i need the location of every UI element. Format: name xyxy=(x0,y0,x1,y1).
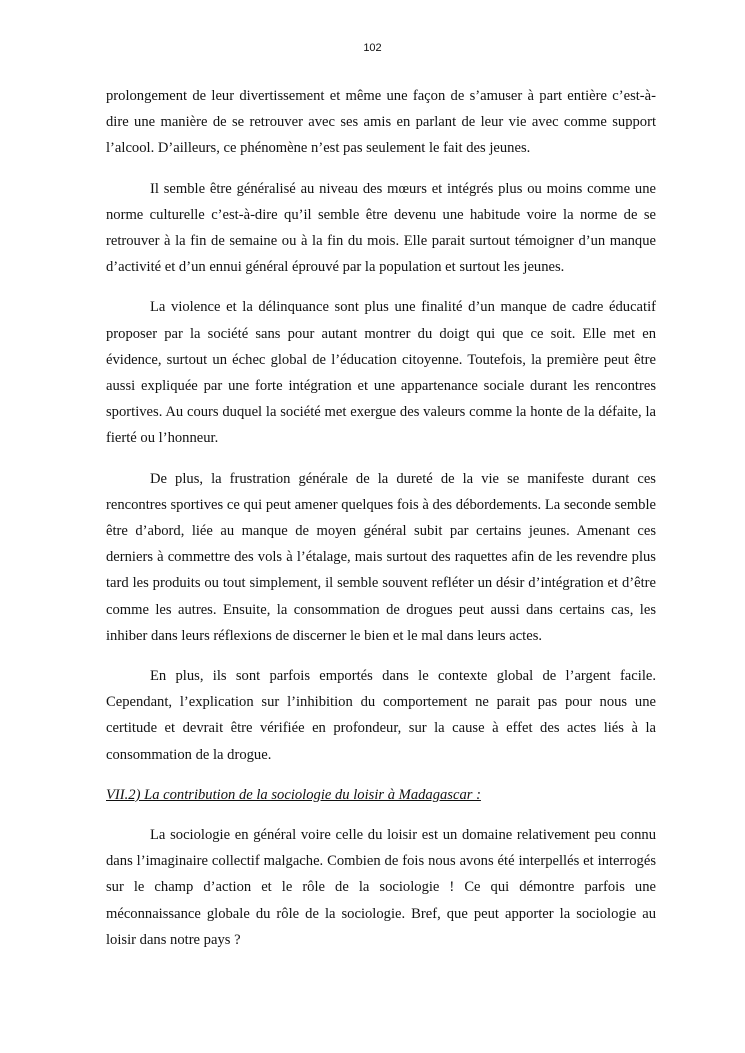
paragraph-continuation: prolongement de leur divertissement et même une façon de s’amuser à part entière c’est-à-dire une manière de se retrouver avec ses amis en parlant de leur vie avec comme support l’alcool. D’ailleurs, ce phénomène n’est pas seulement le fait des jeunes. xyxy=(106,88,656,157)
paragraph: La violence et la délinquance sont plus une finalité d’un manque de cadre éducatif proposer par la société sans pour autant montrer du doigt qui que ce soit. Elle met en évidence, surtout un échec global de l’éducation citoyenne. Toutefois, la première peut être aussi expliquée par une forte intégration et une appartenance sociale durant les rencontres sportives. Au cours duquel la société met exergue des valeurs comme la honte de la défaite, la fierté ou l’honneur. xyxy=(106,299,656,447)
paragraph: De plus, la frustration générale de la dureté de la vie se manifeste durant ces rencontres sportives ce qui peut amener quelques fois à des débordements. La seconde semble être d’abord, liée au manque de moyen général subit par certains jeunes. Amenant ces derniers à commettre des vols à l’étalage, mais surtout des raquettes afin de les revendre plus tard les produits ou tout simplement, il semble souvent refléter un désir d’intégration et d’être comme les autres. Ensuite, la consommation de drogues peut aussi dans certains cas, les inhiber dans leurs réflexions de discerner le bien et le mal dans leurs actes. xyxy=(106,470,656,644)
paragraph: En plus, ils sont parfois emportés dans le contexte global de l’argent facile. Cependant, l’explication sur l’inhibition du comportement ne parait pas pour nous une certitude et devrait être vérifiée en profondeur, sur la cause à effet des actes liés à la consommation de la drogue. xyxy=(106,668,656,763)
page-number: 102 xyxy=(363,42,382,54)
section-heading: VII.2) La contribution de la sociologie du loisir à Madagascar : xyxy=(106,786,481,803)
paragraph: Il semble être généralisé au niveau des mœurs et intégrés plus ou moins comme une norme culturelle c’est-à-dire qu’il semble être devenu une habitude voire la norme de se retrouver à la fin de semaine ou à la fin du mois. Elle parait surtout témoigner d’un manque d’activité et d’un ennui général éprouvé par la population et surtout les jeunes. xyxy=(106,180,656,276)
page-body xyxy=(106,83,656,967)
section-paragraph: La sociologie en général voire celle du loisir est un domaine relativement peu connu dans l’imaginaire collectif malgache. Combien de fois nous avons été interpellés et interrogés sur le champ d’action et le rôle de la sociologie ! Ce qui démontre parfois une méconnaissance globale du rôle de la sociologie. Bref, que peut apporter la sociologie au loisir dans notre pays ? xyxy=(106,827,656,948)
